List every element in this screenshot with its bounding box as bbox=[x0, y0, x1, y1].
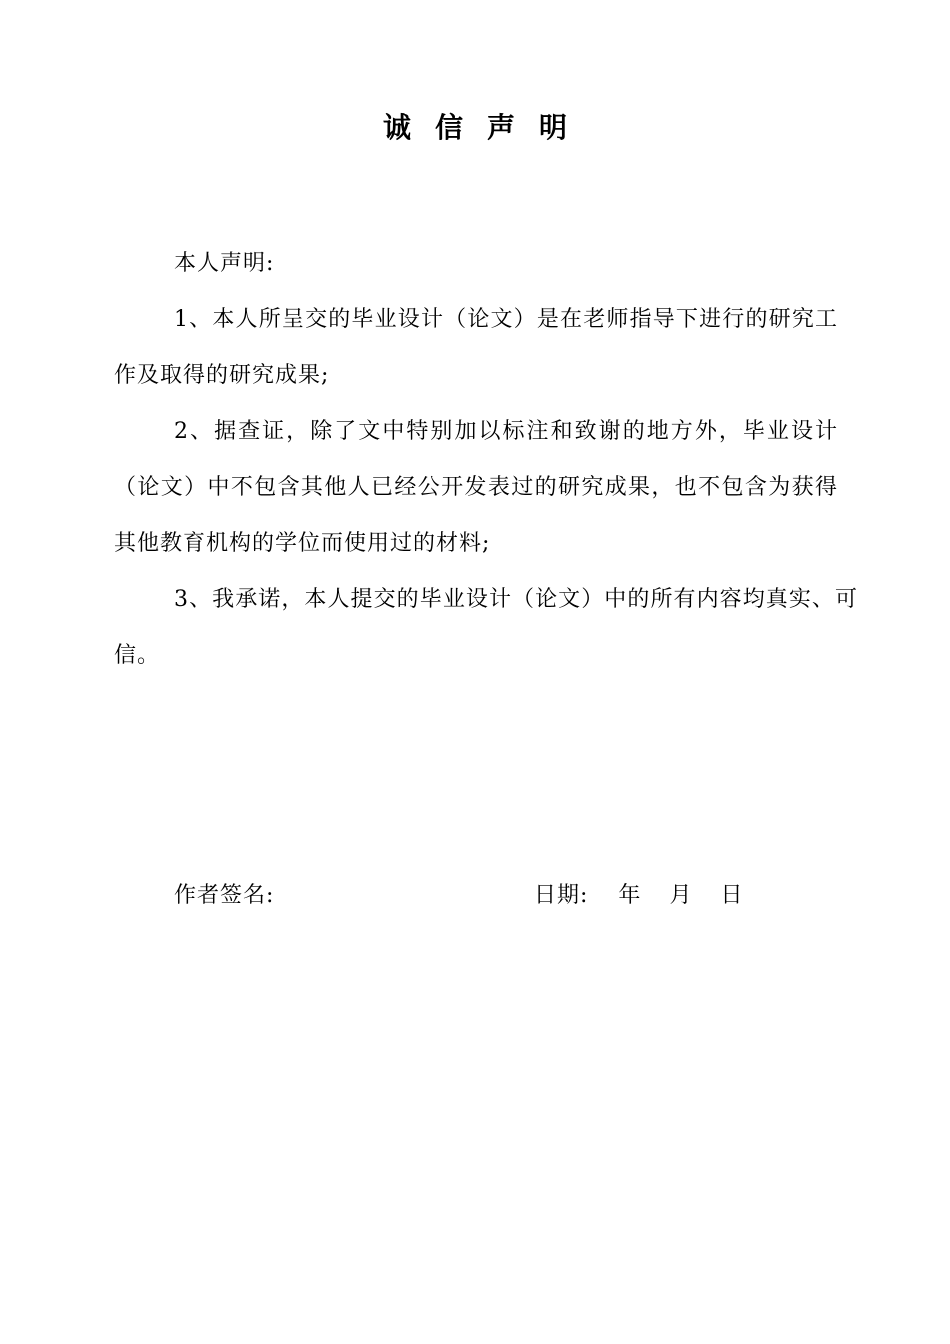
declaration-paragraph-3: 3、我承诺，本人提交的毕业设计（论文）中的所有内容均真实、可信。 bbox=[114, 587, 858, 668]
declaration-paragraph-1: 1、本人所呈交的毕业设计（论文）是在老师指导下进行的研究工作及取得的研究成果; bbox=[114, 307, 838, 388]
year-label: 年 bbox=[618, 883, 642, 908]
intro-statement: 本人声明: bbox=[174, 251, 275, 276]
page-title: 诚信声明 bbox=[382, 111, 591, 144]
month-label: 月 bbox=[669, 883, 693, 908]
declaration-paragraph-2: 2、据查证，除了文中特别加以标注和致谢的地方外，毕业设计（论文）中不包含其他人已经公开发表过的研究成果，也不包含为获得其他教育机构的学位而使用过的材料; bbox=[114, 419, 838, 556]
day-label: 日 bbox=[720, 883, 744, 908]
date-label: 日期: bbox=[534, 883, 589, 908]
author-signature-label: 作者签名: bbox=[174, 883, 275, 908]
date-line bbox=[534, 868, 743, 924]
